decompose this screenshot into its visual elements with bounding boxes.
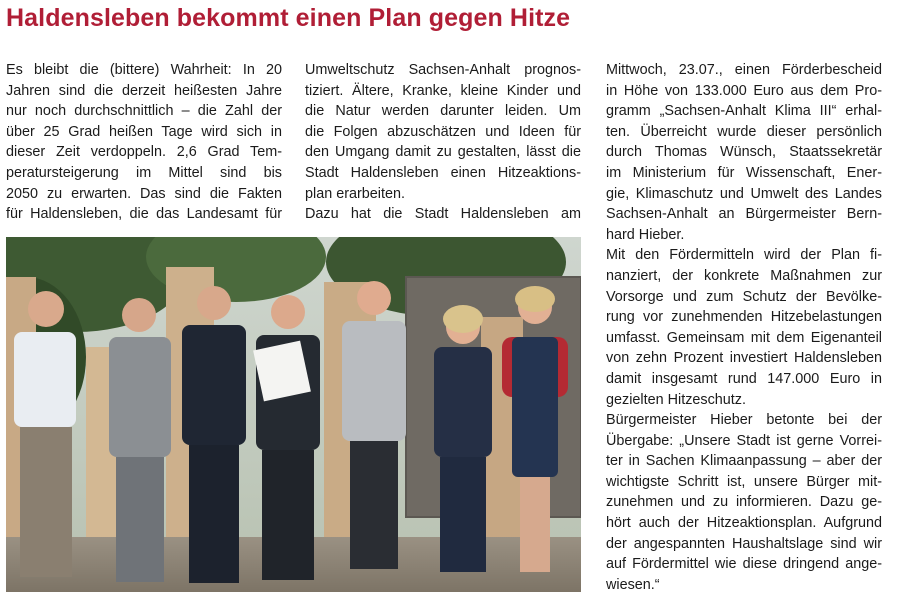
paragraph-4 [606, 410, 882, 595]
text-line: hört auch der Hitzeaktionsplan. Aufgrund [606, 515, 882, 532]
text-line: Stadt Haldensleben einen Hitzeaktions- [305, 164, 581, 181]
text-line: Bürgermeister Hieber betonte bei der [606, 412, 882, 429]
text-line: den Umgang damit zu gestalten, lässt die [305, 144, 581, 161]
text-line: umfasst. Gemeinsam mit dem Eigenanteil [606, 329, 882, 346]
text-line: damit insgesamt rund 147.000 Euro in [606, 370, 882, 387]
article-column-1 [6, 60, 282, 225]
text-line: wiesen.“ [606, 576, 660, 593]
text-line: tiziert. Ältere, Kranke, kleine Kinder und [305, 82, 581, 99]
text-line: Jahren sind die derzeit heißesten Jahre [6, 82, 282, 99]
text-line: der angespannten Haushaltslage sind wir [606, 535, 882, 552]
text-line: zunehmen und zu informieren. Dazu ge- [606, 494, 882, 511]
paragraph-2-continued [606, 60, 882, 245]
text-line: nur noch durchschnittlich – die Zahl der [6, 103, 282, 120]
text-line: durch Thomas Wünsch, Staatssekretär [606, 144, 882, 161]
paragraph-2 [305, 204, 581, 225]
text-line: 2050 zu erwarten. Das sind die Fakten [6, 185, 282, 202]
text-line: über 25 Grad heißen Tage wird sich in [6, 123, 282, 140]
paragraph-3 [606, 245, 882, 410]
text-line: gie, Klimaschutz und Umwelt des Landes [606, 185, 882, 202]
text-line: wichtigste Schritt ist, unsere Bürger mit- [606, 473, 882, 490]
text-line: nanziert, der konkrete Maßnahmen zur [606, 267, 882, 284]
text-line: gezielten Hitzeschutz. [606, 391, 746, 408]
article-column-3 [606, 60, 882, 595]
text-line: für Haldensleben, die das Landesamt für [6, 206, 282, 223]
group-photo-icon [6, 237, 581, 592]
paragraph-1-continued [305, 60, 581, 204]
text-line: Übergabe: „Unsere Stadt ist gerne Vorrei- [606, 432, 882, 449]
text-line: rung vor zunehmenden Hitzebelastungen [606, 309, 882, 326]
article-column-2 [305, 60, 581, 225]
text-line: die Folgen abzuschätzen und Ideen für [305, 123, 581, 140]
text-line: plan erarbeiten. [305, 185, 406, 202]
paragraph-1 [6, 60, 282, 225]
text-line: peratursteigerung im Mittel sind bis [6, 164, 282, 181]
text-line: von zehn Prozent investiert Haldensleben [606, 350, 882, 367]
text-line: Dazu hat die Stadt Haldensleben am [305, 206, 581, 223]
text-line: Umweltschutz Sachsen-Anhalt prognos- [305, 62, 581, 78]
text-line: hard Hieber. [606, 226, 685, 243]
text-line: Vorsorge und zum Schutz der Bevölke- [606, 288, 882, 305]
text-line: im Ministerium für Wissenschaft, Ener- [606, 164, 882, 181]
text-line: in Höhe von 133.000 Euro aus dem Pro- [606, 82, 882, 99]
text-line: Sachsen-Anhalt an Bürgermeister Bern- [606, 206, 882, 223]
text-line: Es bleibt die (bittere) Wahrheit: In 20 [6, 62, 282, 78]
text-line: dieser Zeit verdoppeln. 2,6 Grad Tem- [6, 144, 282, 161]
headline: Haldensleben bekommt einen Plan gegen Hitze [6, 4, 571, 32]
text-line: gramm „Sachsen-Anhalt Klima III“ erhal- [606, 103, 882, 120]
text-line: die Natur werden darunter leiden. Um [305, 103, 581, 120]
text-line: ter in Sachen Klimaanpassung – aber der [606, 453, 882, 470]
text-line: auf Fördermittel wie diese dringend ange- [606, 556, 882, 573]
text-line: Mit den Fördermitteln wird der Plan fi- [606, 247, 882, 264]
text-line: ten. Überreicht wurde dieser persönlich [606, 123, 882, 140]
text-line: Mittwoch, 23.07., einen Förderbescheid [606, 62, 882, 78]
group-photo [6, 237, 581, 592]
